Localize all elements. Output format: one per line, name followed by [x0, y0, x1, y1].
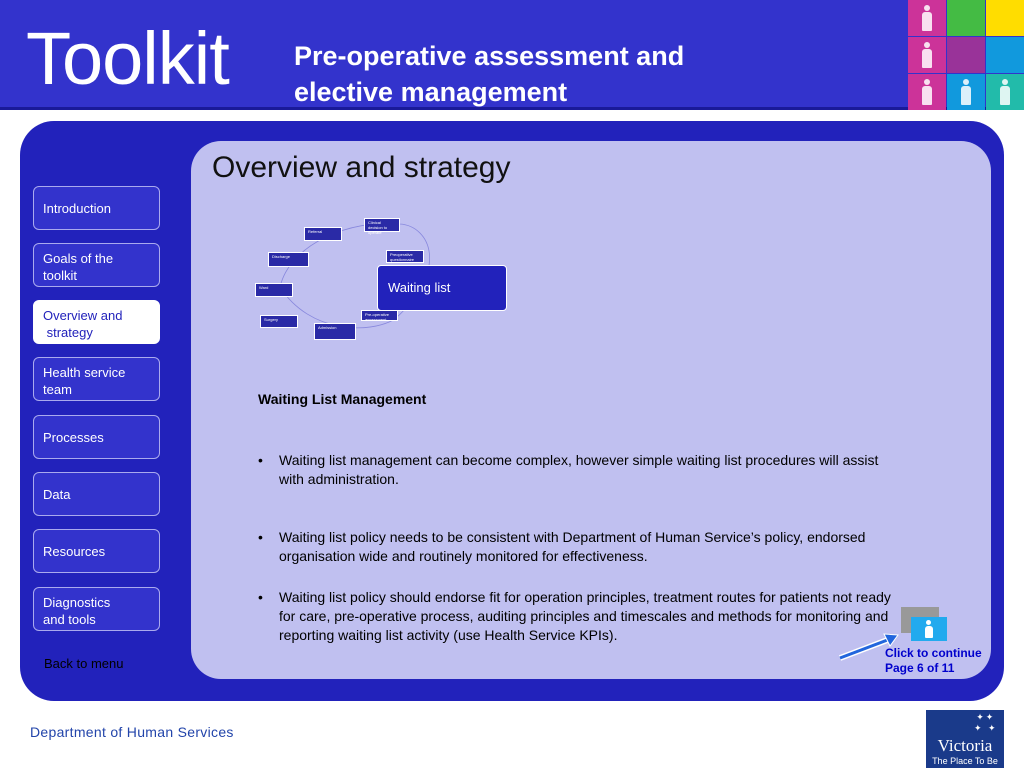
nav-label: Resources: [43, 543, 106, 559]
section-title: Overview and strategy: [212, 151, 511, 184]
page-indicator: Page 6 of 11: [885, 661, 955, 675]
nav-label: Overview and: [43, 308, 123, 323]
page-heading-line1: Pre-operative assessment and: [294, 41, 685, 71]
logo-tagline: The Place To Be: [932, 756, 998, 766]
nav-label: team: [43, 382, 72, 397]
continue-label: Click to continue: [885, 646, 982, 660]
bullet-item: [258, 528, 898, 568]
bullet-item: [258, 588, 898, 648]
victoria-logo: [926, 710, 1004, 768]
toolkit-title: Toolkit: [26, 17, 229, 100]
tile-person-icon: [947, 74, 985, 110]
nav-label: Health service: [43, 365, 126, 380]
diagram-node: Pre-operative assessment: [361, 310, 398, 321]
continue-link[interactable]: [885, 646, 982, 676]
diagram-node: Surgery: [260, 315, 298, 328]
bullet-text: Waiting list policy should endorse fit for operation principles, treatment routes for patients not ready for care, pre-operative process, auditing principles and timescales and methods for monitoring and reporting waiting list activity (use Health Service KPIs).: [279, 589, 891, 643]
nav-processes[interactable]: [33, 415, 160, 459]
tile-blank: [947, 37, 985, 73]
nav-label: Data: [43, 486, 71, 502]
nav-label: strategy: [43, 325, 93, 340]
tile-person-icon: [908, 0, 946, 36]
nav-health-service-team[interactable]: [33, 357, 160, 401]
continue-person-icon: [911, 617, 947, 641]
bullet-text: Waiting list policy needs to be consistent with Department of Human Service’s policy, endorsed organisation wide and routinely monitored for effectiveness.: [279, 529, 866, 564]
process-cycle-diagram: [250, 214, 510, 344]
diagram-node: Referral: [304, 227, 342, 241]
bullet-text: Waiting list management can become complex, however simple waiting list procedures will assist with administration.: [279, 452, 879, 487]
tile-blank: [986, 0, 1024, 36]
nav-label: Diagnostics: [43, 595, 111, 610]
tile-blank: [947, 0, 985, 36]
nav-label: Processes: [43, 429, 104, 445]
diagram-node-waiting-list: Waiting list: [377, 265, 507, 311]
bullet-dot: •: [258, 529, 263, 545]
nav-label: Goals of the: [43, 251, 114, 266]
diagram-node: Clinical decision to operate: [364, 218, 400, 232]
nav-label: Introduction: [43, 200, 111, 216]
diagram-node: Ward: [255, 283, 293, 297]
nav-label: toolkit: [43, 268, 77, 283]
southern-cross-icon: ✦✦ ✦ ✦: [974, 712, 998, 733]
nav-resources[interactable]: [33, 529, 160, 573]
department-footer: Department of Human Services: [30, 724, 234, 740]
nav-introduction[interactable]: [33, 186, 160, 230]
people-tiles-graphic: [908, 0, 1024, 110]
continue-button[interactable]: [901, 607, 939, 633]
nav-label: and tools: [43, 612, 96, 627]
subheading: Waiting List Management: [258, 391, 427, 407]
logo-name: Victoria: [937, 736, 993, 755]
bullet-item: [258, 451, 898, 491]
page-heading-line2: elective management: [294, 77, 568, 107]
tile-person-icon: [908, 74, 946, 110]
diagram-node: Preoperative questionnaire: [386, 250, 424, 263]
bullet-dot: •: [258, 589, 263, 605]
nav-diagnostics[interactable]: [33, 587, 160, 631]
tile-blank: [986, 37, 1024, 73]
diagram-node: Discharge: [268, 252, 309, 267]
diagram-node: Admission: [314, 323, 356, 340]
nav-data[interactable]: [33, 472, 160, 516]
back-to-menu-link[interactable]: Back to menu: [44, 656, 124, 671]
page-heading: [294, 38, 764, 110]
nav-goals[interactable]: [33, 243, 160, 287]
nav-overview[interactable]: [33, 300, 160, 344]
tile-person-icon: [986, 74, 1024, 110]
bullet-dot: •: [258, 452, 263, 468]
tile-person-icon: [908, 37, 946, 73]
